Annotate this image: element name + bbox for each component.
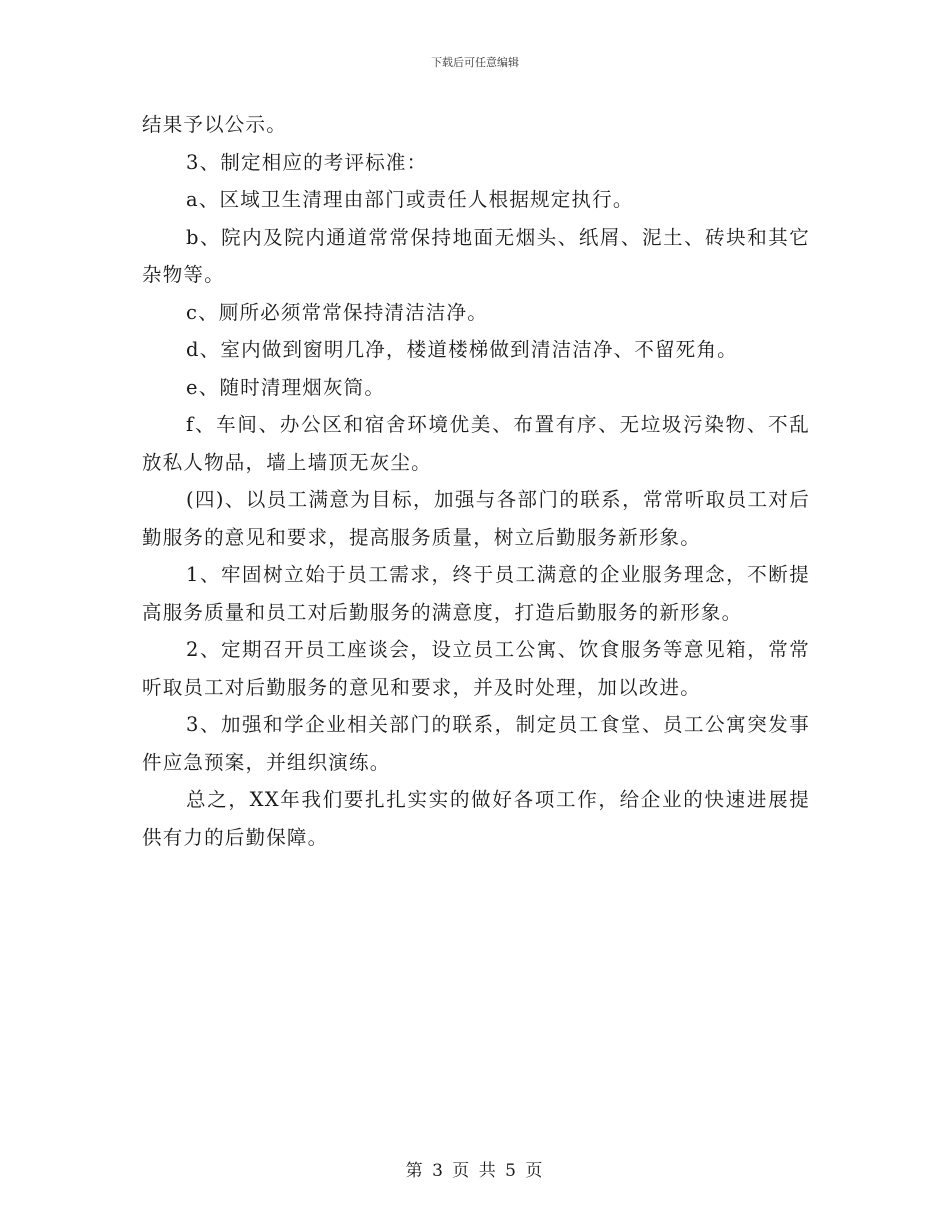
paragraph: 2、定期召开员工座谈会，设立员工公寓、饮食服务等意见箱，常常听取员工对后勤服务的意见和要求，并及时处理，加以改进。	[142, 638, 810, 699]
paragraph: e、随时清理烟灰筒。	[186, 375, 386, 399]
paragraph: (四)、以员工满意为目标，加强与各部门的联系，常常听取员工对后勤服务的意见和要求，提高服务质量，树立后勤服务新形象。	[142, 488, 810, 549]
paragraph: 3、加强和学企业相关部门的联系，制定员工食堂、员工公寓突发事件应急预案，并组织演练。	[142, 713, 810, 774]
paragraph: 1、牢固树立始于员工需求，终于员工满意的企业服务理念，不断提高服务质量和员工对后勤服务的满意度，打造后勤服务的新形象。	[142, 563, 810, 624]
document-body	[142, 106, 810, 856]
paragraph: 结果予以公示。	[142, 113, 287, 136]
paragraph: a、区域卫生清理由部门或责任人根据规定执行。	[186, 188, 634, 211]
paragraph: b、院内及院内通道常常保持地面无烟头、纸屑、泥土、砖块和其它杂物等。	[142, 225, 810, 286]
paragraph: c、厕所必须常常保持清洁洁净。	[186, 300, 488, 324]
paragraph: d、室内做到窗明几净，楼道楼梯做到清洁洁净、不留死角。	[186, 338, 738, 361]
paragraph: 总之，XX年我们要扎扎实实的做好各项工作，给企业的快速进展提供有力的后勤保障。	[142, 788, 810, 849]
paragraph: f、车间、办公区和宿舍环境优美、布置有序、无垃圾污染物、不乱放私人物品，墙上墙顶无灰尘。	[142, 413, 810, 474]
paragraph: 3、制定相应的考评标准：	[186, 150, 428, 174]
page-header: 下载后可任意编辑	[431, 56, 519, 69]
page-number: 第 3 页 共 5 页	[405, 1161, 545, 1181]
